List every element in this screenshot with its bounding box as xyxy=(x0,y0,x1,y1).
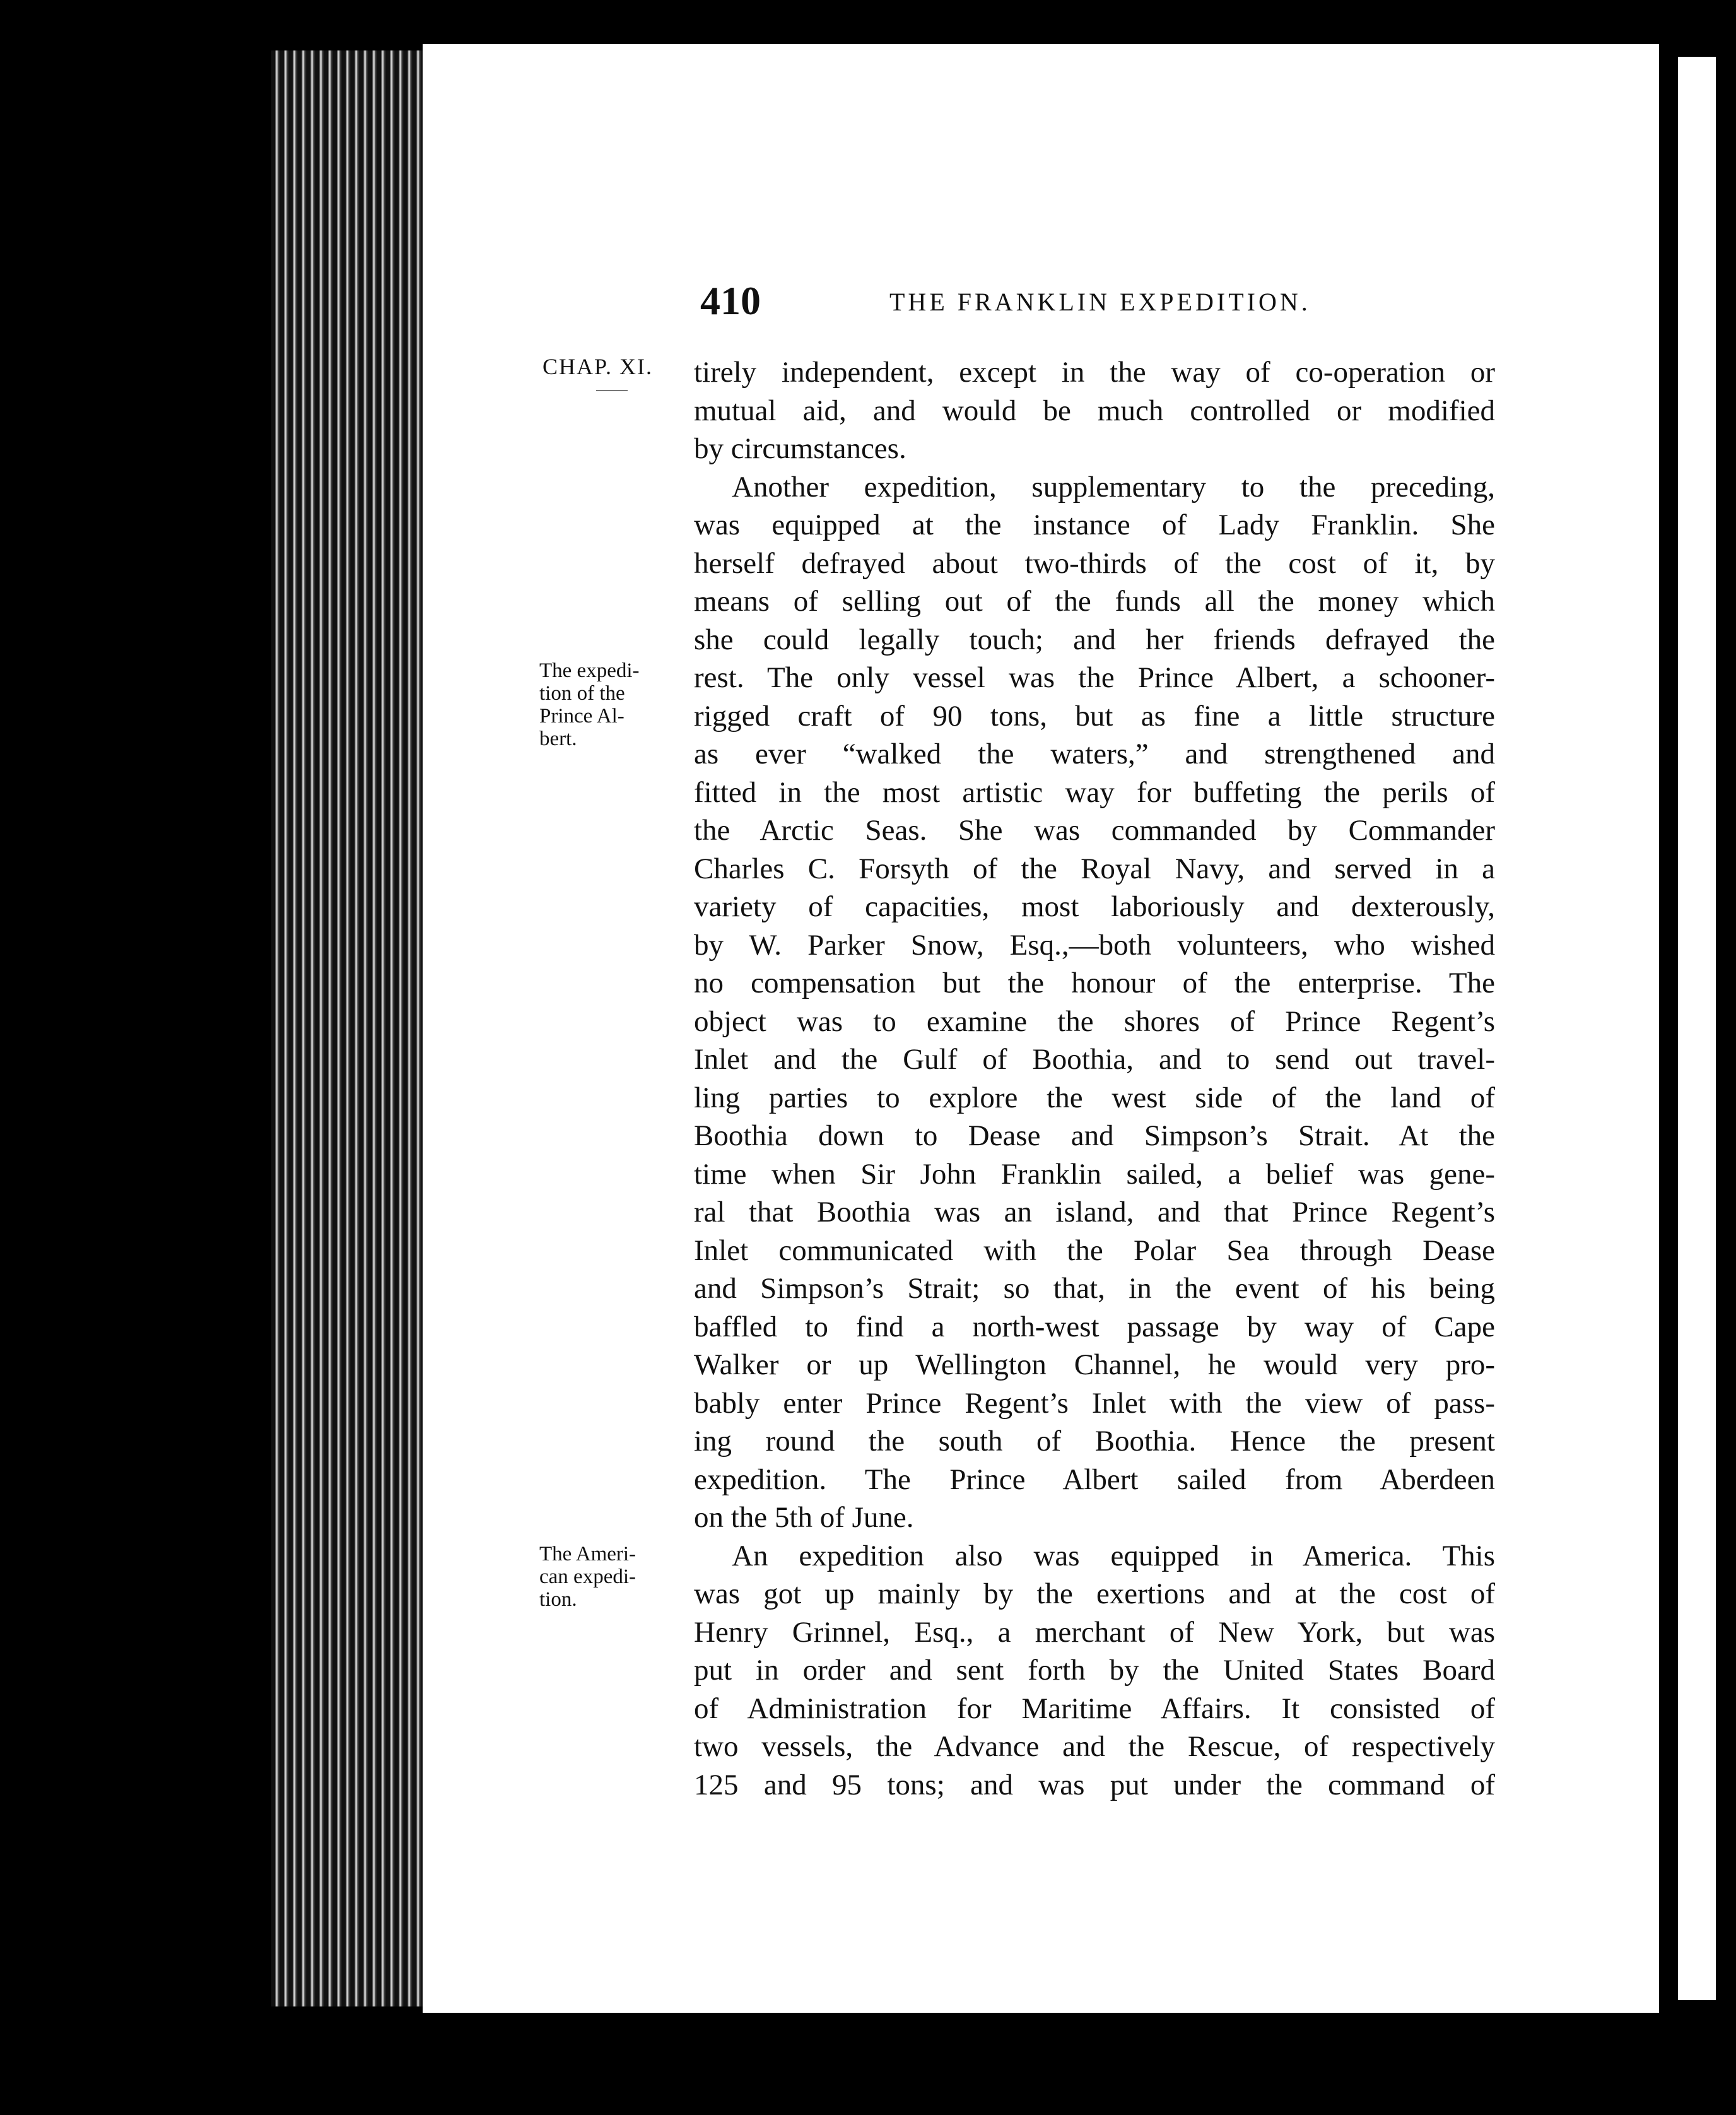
text-line: by W. Parker Snow, Esq.,—both volunteers, who wished xyxy=(694,928,1495,962)
text-line: An expedition also was equipped in America. This xyxy=(732,1539,1495,1572)
book-page-edges xyxy=(271,50,429,2006)
body-text xyxy=(694,353,1495,1804)
text-line: means of selling out of the funds all the money which xyxy=(694,585,1495,618)
text-line: ing round the south of Boothia. Hence the present xyxy=(694,1425,1495,1458)
sidenote-line: tion. xyxy=(539,1588,577,1611)
text-line: of Administration for Maritime Affairs. It consisted of xyxy=(694,1692,1495,1725)
running-title: THE FRANKLIN EXPEDITION. xyxy=(889,288,1311,316)
text-line: Walker or up Wellington Channel, he would very pro- xyxy=(694,1348,1495,1381)
text-line: put in order and sent forth by the United States Board xyxy=(694,1654,1495,1687)
text-line: ral that Boothia was an island, and that Prince Regent’s xyxy=(694,1196,1495,1228)
text-line: 125 and 95 tons; and was put under the command of xyxy=(694,1768,1495,1801)
text-line: tirely independent, except in the way of co-operation or xyxy=(694,356,1495,389)
text-line: bably enter Prince Regent’s Inlet with the view of pass- xyxy=(694,1386,1495,1420)
page-number: 410 xyxy=(700,278,761,323)
chapter-rule xyxy=(596,390,628,391)
text-line: variety of capacities, most laboriously and dexterously, xyxy=(694,890,1495,923)
text-line: as ever “walked the waters,” and strengthened and xyxy=(694,738,1495,770)
text-line: ling parties to explore the west side of the land of xyxy=(694,1081,1495,1114)
text-line: object was to examine the shores of Prince Regent’s xyxy=(694,1004,1495,1038)
sidenote-prince-albert xyxy=(539,659,672,750)
running-head xyxy=(423,233,1659,328)
text-line: the Arctic Seas. She was commanded by Commander xyxy=(694,814,1495,847)
text-line: rest. The only vessel was the Prince Albert, a schooner- xyxy=(694,661,1495,694)
text-line: baffled to find a north-west passage by way of Cape xyxy=(694,1310,1495,1343)
sidenote-line: bert. xyxy=(539,728,577,750)
sidenote-line: can expedi- xyxy=(539,1565,636,1588)
text-line: Charles C. Forsyth of the Royal Navy, and served in a xyxy=(694,852,1495,885)
text-line: Another expedition, supplementary to the preceding, xyxy=(732,470,1495,504)
text-line: Inlet communicated with the Polar Sea through Dease xyxy=(694,1234,1495,1267)
text-line: on the 5th of June. xyxy=(694,1501,914,1534)
text-line: fitted in the most artistic way for buffeting the perils of xyxy=(694,775,1495,809)
book-page xyxy=(423,44,1659,2013)
text-line: by circumstances. xyxy=(694,432,906,465)
text-line: Henry Grinnel, Esq., a merchant of New York, but was xyxy=(694,1615,1495,1649)
sidenote-line: The Ameri- xyxy=(539,1543,636,1565)
facing-page-edge xyxy=(1678,57,1716,2000)
text-line: two vessels, the Advance and the Rescue, of respectively xyxy=(694,1730,1495,1763)
text-line: was equipped at the instance of Lady Franklin. She xyxy=(694,509,1495,541)
text-line: and Simpson’s Strait; so that, in the event of his being xyxy=(694,1272,1495,1305)
text-line: mutual aid, and would be much controlled or modified xyxy=(694,394,1495,427)
text-line: herself defrayed about two-thirds of the cost of it, by xyxy=(694,546,1495,580)
text-line: she could legally touch; and her friends defrayed the xyxy=(694,623,1495,656)
text-line: Boothia down to Dease and Simpson’s Strait. At the xyxy=(694,1119,1495,1152)
sidenote-american-expedition xyxy=(539,1543,672,1611)
text-line: rigged craft of 90 tons, but as fine a little structure xyxy=(694,699,1495,733)
chapter-label: CHAP. XI. xyxy=(542,354,654,379)
text-line: no compensation but the honour of the enterprise. The xyxy=(694,967,1495,999)
sidenote-line: tion of the xyxy=(539,682,625,705)
text-line: expedition. The Prince Albert sailed from Aberdeen xyxy=(694,1463,1495,1496)
sidenote-line: The expedi- xyxy=(539,659,640,682)
text-line: Inlet and the Gulf of Boothia, and to send out travel- xyxy=(694,1043,1495,1076)
sidenote-line: Prince Al- xyxy=(539,705,625,728)
text-line: was got up mainly by the exertions and at the cost of xyxy=(694,1577,1495,1610)
text-line: time when Sir John Franklin sailed, a belief was gene- xyxy=(694,1157,1495,1191)
